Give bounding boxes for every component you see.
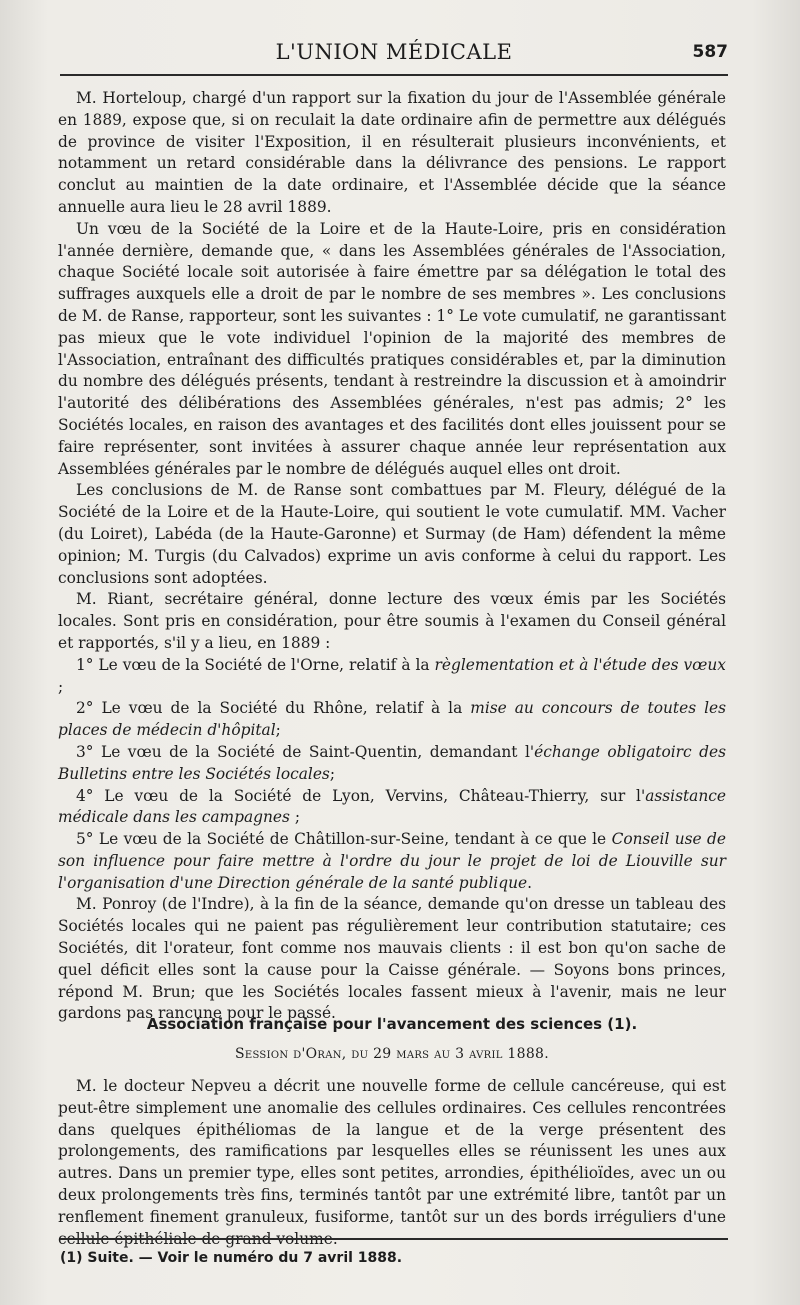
wish-subject: échange obligatoirc des Bulletins entre les Sociétés locales: [58, 742, 727, 783]
paragraph-debate: Les conclusions de M. de Ranse sont combattues par M. Fleury, délégué de la Société de la Loire et de la Haute-Loire, qui soutient le vote cumulatif. MM. Vacher (du Loiret), Labéda (de la Haute-Garonne) et Surmay (de Ham) défendent la même opinion; M. Turgis (du Calvados) exprime un avis conforme à celui du rapport. Les conclusions sont adoptées.: [58, 481, 726, 587]
wish-subject: assistance médicale dans les campagnes: [58, 786, 726, 827]
wish-subject: Conseil use de son influence pour faire mettre à l'ordre du jour le projet de loi de Liouville sur l'organisation d'une Direction générale de la santé publique: [58, 830, 727, 892]
wish-item-3: 3° Le vœu de la Société de Saint-Quentin, demandant l'échange obligatoirc des Bulletins entre les Sociétés locales;: [58, 742, 727, 783]
footnote: (1) Suite. — Voir le numéro du 7 avril 1888.: [60, 1250, 403, 1266]
paragraph-riant: M. Riant, secrétaire général, donne lecture des vœux émis par les Sociétés locales. Sont pris en considération, pour être soumis à l'examen du Conseil général et rapportés, s'il y a lieu, en 1889 :: [58, 590, 726, 652]
paragraph-horteloup: M. Horteloup, chargé d'un rapport sur la fixation du jour de l'Assemblée générale en 1889, expose que, si on reculait la date ordinaire afin de permettre aux délégués de province de visiter l'Exposition, il en résulterait plusieurs inconvénients, et notamment un retard considérable dans la délivrance des pensions. Le rapport conclut au maintien de la date ordinaire, et l'Assemblée décide que la séance annuelle aura lieu le 28 avril 1889.: [58, 89, 726, 216]
wish-item-1: 1° Le vœu de la Société de l'Orne, relatif à la règlementation et à l'étude des vœux ;: [58, 655, 726, 696]
wish-subject: mise au concours de toutes les places de médecin d'hôpital: [58, 699, 726, 740]
paragraph-nepveu: M. le docteur Nepveu a décrit une nouvelle forme de cellule cancéreuse, qui est peut-être simplement une anomalie des cellules ordinaires. Ces cellules rencontrées dans quelques épithéliomas de la langue et de la verge présentent des prolongements, des ramifications par lesquelles elles se réunissent les unes aux autres. Dans un premier type, elles sont petites, arrondies, épithélioïdes, avec un ou deux prolongements très fins, terminés tantôt par une extrémité libre, tantôt par un renflement finement granuleux, fusiforme, tantôt sur un des bords irréguliers d'une cellule épithéliale de grand volume.: [58, 1077, 726, 1248]
report-text: [58, 88, 726, 1025]
wish-subject: règlementation et à l'étude des vœux: [434, 655, 726, 674]
paragraph-vote-cumulatif: Un vœu de la Société de la Loire et de la Haute-Loire, pris en considération l'année dernière, demande que, « dans les Assemblées générales de l'Association, chaque Société locale soit autorisée à faire émettre par sa délégation le total des suffrages auxquels elle a droit de par le nombre de ses membres ». Les conclusions de M. de Ranse, rapporteur, sont les suivantes : 1° Le vote cumulatif, ne garantissant pas mieux que le vote individuel l'opinion de la majorité des membres de l'Association, entraînant des difficultés pratiques considérables et, par la diminution du nombre des délégués présents, tendant à restreindre la discussion et à amoindrir l'autorité des délibérations des Assemblées générales, n'est pas admis; 2° les Sociétés locales, en raison des avantages et des facilités dont elles jouissent pour se faire représenter, sont invitées à assurer chaque année leur représentation aux Assemblées générales par le nombre de délégués auquel elles ont droit.: [58, 219, 726, 478]
wish-item-5: 5° Le vœu de la Société de Châtillon-sur-Seine, tendant à ce que le Conseil use de son influence pour faire mettre à l'ordre du jour le projet de loi de Liouville sur l'organisation d'une Direction générale de la santé publique.: [58, 830, 727, 892]
wish-item-2: 2° Le vœu de la Société du Rhône, relatif à la mise au concours de toutes les places de médecin d'hôpital;: [58, 699, 726, 740]
page-number: 587: [692, 42, 728, 62]
page-header: [60, 38, 728, 68]
wish-item-4: 4° Le vœu de la Société de Lyon, Vervins, Château-Thierry, sur l'assistance médicale dans les campagnes ;: [58, 786, 726, 827]
header-rule: [60, 74, 728, 76]
session-subtitle: Session d'Oran, du 29 mars au 3 avril 1888.: [234, 1046, 550, 1062]
section-title: Association française pour l'avancement des sciences (1).: [146, 1015, 638, 1033]
section-text: [58, 1076, 726, 1250]
paragraph-ponroy: M. Ponroy (de l'Indre), à la fin de la séance, demande qu'on dresse un tableau des Sociétés locales qui ne paient pas régulièrement leur contribution statutaire; ces Sociétés, dit l'orateur, font comme nos mauvais clients : il est bon qu'on sache de quel déficit elles sont la cause pour la Caisse générale. — Soyons bons princes, répond M. Brun; que les Sociétés locales fassent mieux à l'avenir, mais ne leur gardons pas rancune pour le passé.: [58, 895, 726, 1023]
running-title: L'UNION MÉDICALE: [275, 40, 513, 64]
footnote-rule: [60, 1238, 728, 1240]
